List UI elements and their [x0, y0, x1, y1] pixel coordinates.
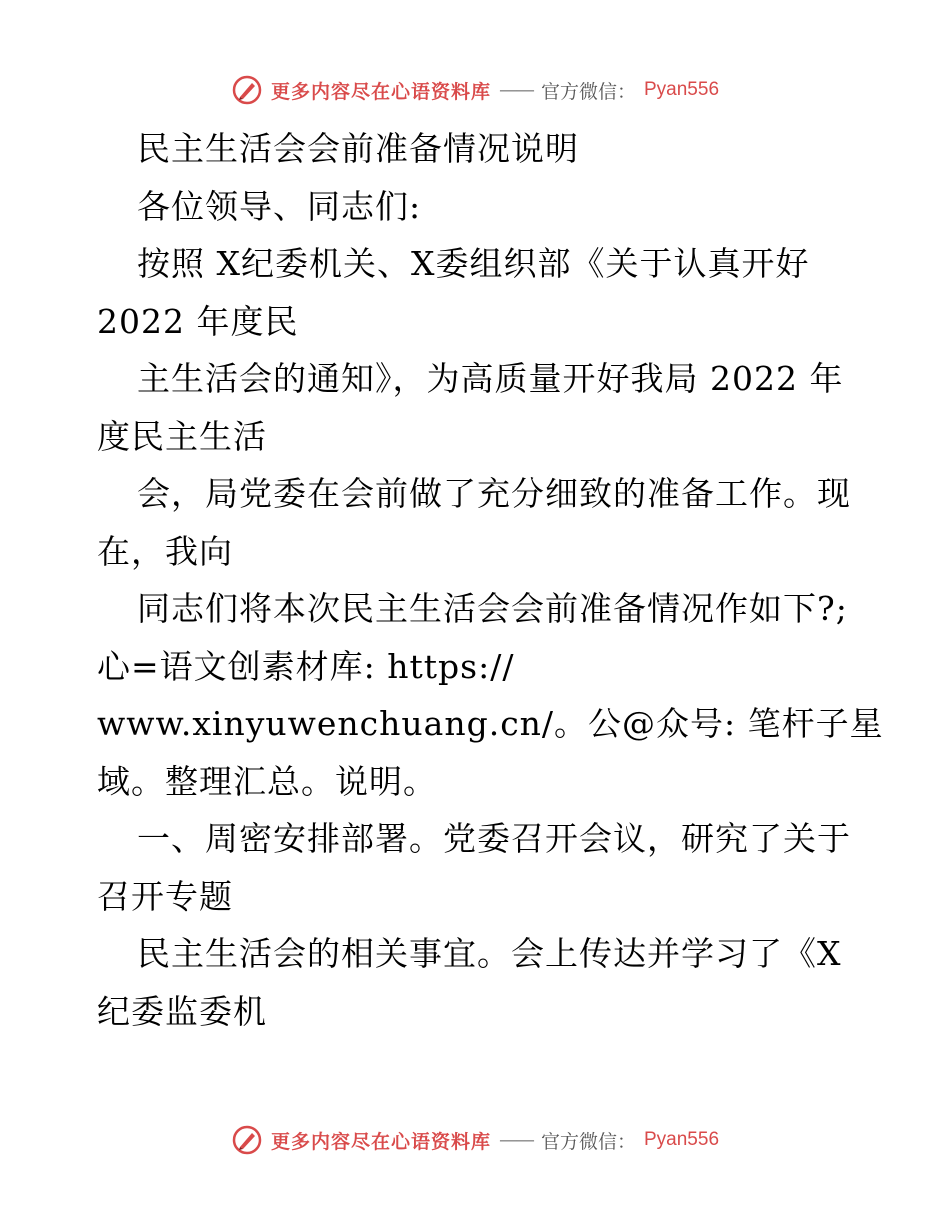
watermark-handle: Pyan556	[644, 1129, 720, 1150]
watermark-dash: ——	[498, 1129, 533, 1151]
paragraph-line: 会，局党委在会前做了充分细致的准备工作。现	[137, 474, 851, 513]
paragraph-line: 同志们将本次民主生活会会前准备情况作如下?;	[137, 589, 848, 628]
watermark-handle: Pyan556	[644, 79, 720, 100]
document-body	[97, 120, 884, 1040]
pen-logo-icon	[231, 74, 263, 106]
watermark-dash: ——	[498, 79, 533, 101]
pen-logo-icon	[231, 1124, 263, 1156]
paragraph-line: 度民主生活	[97, 416, 267, 456]
paragraph-line: 2022 年度民	[97, 301, 299, 341]
paragraph-line: 在，我向	[97, 531, 233, 571]
paragraph-line: 域。整理汇总。说明。	[97, 761, 437, 801]
header-watermark	[0, 70, 950, 110]
paragraph-line: 民主生活会的相关事宜。会上传达并学习了《X	[137, 934, 842, 973]
paragraph-line: 召开专题	[97, 876, 233, 916]
salutation: 各位领导、同志们:	[137, 186, 422, 226]
section-heading-line: 一、周密安排部署。党委召开会议，研究了关于	[137, 819, 851, 858]
paragraph-line: 按照 X纪委机关、X委组织部《关于认真开好	[137, 244, 810, 283]
watermark-label: 官方微信：	[540, 80, 636, 103]
watermark-site: 更多内容尽在心语资料库	[270, 1130, 491, 1153]
watermark-site: 更多内容尽在心语资料库	[270, 80, 491, 103]
paragraph-line: www.xinyuwenchuang.cn/。公@众号: 笔杆子星	[97, 704, 884, 743]
paragraph-line: 心=语文创素材库: https://	[97, 646, 515, 686]
document-title: 民主生活会会前准备情况说明	[137, 129, 579, 168]
paragraph-line: 纪委监委机	[97, 991, 267, 1031]
footer-watermark	[0, 1120, 950, 1160]
paragraph-line: 主生活会的通知》，为高质量开好我局 2022 年	[137, 359, 844, 398]
watermark-label: 官方微信：	[540, 1130, 636, 1153]
